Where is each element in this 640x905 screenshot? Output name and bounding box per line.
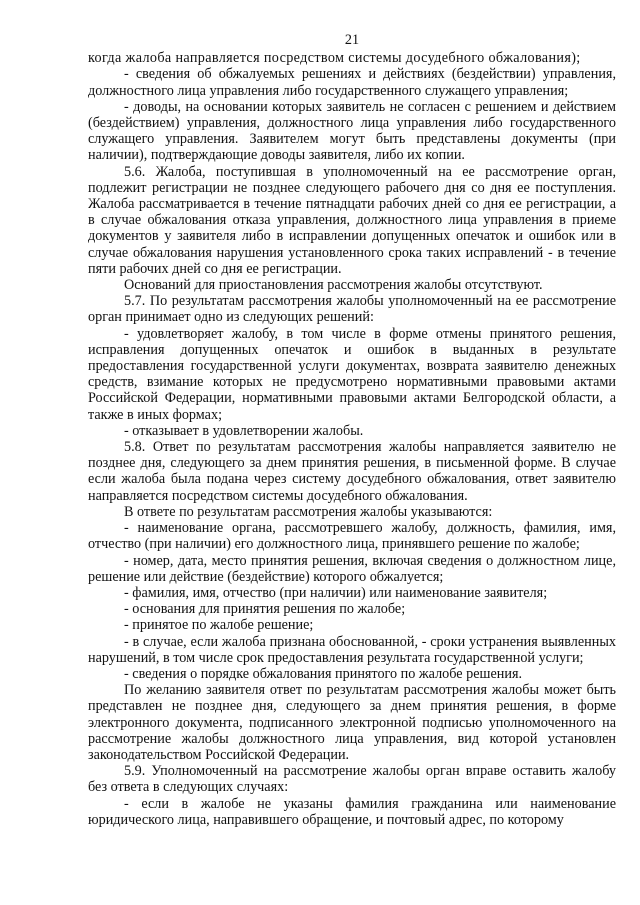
list-item-applicant-name: - фамилия, имя, отчество (при наличии) или наименование заявителя; xyxy=(124,584,548,601)
list-item-decision-details: - номер, дата, место принятия решения, включая сведения о должностном лице, решение или действие (бездействие) которого обжалуется; xyxy=(88,552,616,585)
paragraph-reject-complaint: - отказывает в удовлетворении жалобы. xyxy=(124,422,364,439)
document-page xyxy=(88,32,616,828)
list-item-authority-name: - наименование органа, рассмотревшего жалобу, должность, фамилия, имя, отчество (при наличии) его должностного лица, принявшего решение по жалобе; xyxy=(88,520,616,553)
paragraph-5-8: 5.8. Ответ по результатам рассмотрения жалобы направляется заявителю не позднее дня, следующего за днем принятия решения, в письменной форме. В случае если жалоба была подана через систему досудебного обжалования, ответ заявителю направляется посредством системы досудебного обжалования. xyxy=(88,439,616,504)
paragraph-response-contents: В ответе по результатам рассмотрения жалобы указываются: xyxy=(124,503,493,520)
paragraph-no-suspension: Оснований для приостановления рассмотрения жалобы отсутствуют. xyxy=(124,277,543,294)
paragraph-continuation: когда жалоба направляется посредством системы досудебного обжалования); xyxy=(88,50,581,67)
paragraph-electronic-response: По желанию заявителя ответ по результатам рассмотрения жалобы может быть представлен не позднее дня, следующего за днем принятия решения, в форме электронного документа, подписанного электронной подписью уполномоченного на рассмотрение жалобы должностного лица управления, вид которой установлен законодательством Российской Федерации. xyxy=(88,682,616,763)
list-item-missing-address: - если в жалобе не указаны фамилия гражданина или наименование юридического лица, направившего обращение, и почтовый адрес, по которому xyxy=(88,795,616,828)
list-item-remediation-terms: - в случае, если жалоба признана обоснованной, - сроки устранения выявленных нарушений, в том числе срок предоставления результата государственной услуги; xyxy=(88,633,616,666)
list-item-appeal-procedure: - сведения о порядке обжалования принятого по жалобе решения. xyxy=(124,665,523,682)
paragraph-arguments: - доводы, на основании которых заявитель не согласен с решением и действием (бездействием) управления, должностного лица управления либо государственного служащего управления. Заявителем могут быть представлены документы (при наличии), подтверждающие доводы заявителя, либо их копии. xyxy=(88,98,616,164)
list-item-decision-taken: - принятое по жалобе решение; xyxy=(124,617,314,634)
page-number: 21 xyxy=(344,32,360,48)
paragraph-5-9: 5.9. Уполномоченный на рассмотрение жалобы орган вправе оставить жалобу без ответа в следующих случаях: xyxy=(88,763,616,796)
paragraph-satisfy-complaint: - удовлетворяет жалобу, в том числе в форме отмены принятого решения, исправления допущенных опечаток и ошибок в выданных в результате предоставления государственной услуги документах, возврата заявителю денежных средств, взимание которых не предусмотрено нормативными правовыми актами Российской Федерации, нормативными правовыми актами Белгородской области, а также в иных формах; xyxy=(88,325,616,423)
list-item-decision-grounds: - основания для принятия решения по жалобе; xyxy=(124,601,406,618)
paragraph-5-6: 5.6. Жалоба, поступившая в уполномоченный на ее рассмотрение орган, подлежит регистрации не позднее следующего рабочего дня со дня ее поступления. Жалоба рассматривается в течение пятнадцати рабочих дней со дня ее регистрации, а в случае обжалования отказа управления, должностного лица управления в приеме документов у заявителя либо в исправлении допущенных опечаток и ошибок или в случае обжалования нарушения установленного срока таких исправлений - в течение пяти рабочих дней со дня ее регистрации. xyxy=(88,163,616,277)
paragraph-5-7: 5.7. По результатам рассмотрения жалобы уполномоченный на ее рассмотрение орган принимает одно из следующих решений: xyxy=(88,293,616,326)
paragraph-appeal-decisions: - сведения об обжалуемых решениях и действиях (бездействии) управления, должностного лица управления либо государственного служащего управления; xyxy=(88,66,616,99)
